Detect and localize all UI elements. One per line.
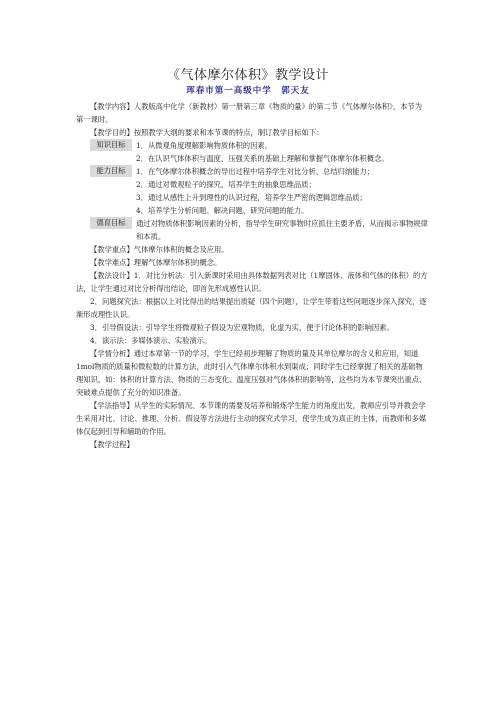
ability-item: 2．通过对微观粒子的探究，培养学生的抽象思维品质； — [136, 180, 316, 189]
students-paragraph — [76, 347, 428, 399]
knowledge-tag: 知识目标 — [90, 139, 132, 151]
design-paragraph-1 — [76, 269, 428, 295]
ability-item: 1．在气体摩尔体积概念的导出过程中培养学生对比分析、总结归纳能力； — [136, 167, 375, 176]
knowledge-item: 1．从微观角度理解影响物质体积的因素。 — [136, 141, 272, 150]
document-author: 珲春市第一高级中学 郭天友 — [186, 86, 310, 96]
ability-item: 3．通过从感性上升到理性的认识过程，培养学生严密的逻辑思维品质； — [136, 193, 367, 202]
moral-item: 通过对物质体积影响因素的分析，指导学生研究事物时应抓住主要矛盾，从而揭示事物规律和本质。 — [136, 219, 428, 241]
method-paragraph — [76, 399, 428, 438]
difficulty-text: 理解气体摩尔体积的概念。 — [133, 258, 222, 267]
goals-heading: 【教学目的】 — [90, 128, 134, 137]
difficulty-paragraph — [76, 256, 428, 269]
content-text: 人教版高中化学（新教材）第一册第三章《物质的量》的第二节《气体摩尔体积》，本节为第一课时。 — [76, 102, 423, 124]
design-paragraph-3: 3．引导假设法：引导学生将微观粒子假设为宏观物质，化虚为实，便于讨论体积的影响因素。 — [90, 323, 394, 332]
process-heading: 【教学过程】 — [90, 440, 134, 449]
design-heading: 【教法设计】 — [90, 271, 134, 280]
key-text: 气体摩尔体积的概念及应用。 — [133, 245, 229, 254]
method-heading: 【学法指导】 — [90, 401, 134, 410]
moral-tag: 德育目标 — [90, 217, 132, 229]
document-title: 《气体摩尔体积》教学设计 — [166, 68, 329, 83]
students-heading: 【学情分析】 — [90, 349, 134, 358]
goals-intro: 按照教学大纲的要求和本节课的特点，制订教学目标如下： — [133, 128, 324, 137]
key-heading: 【教学重点】 — [90, 245, 134, 254]
content-heading: 【教学内容】 — [90, 102, 134, 111]
students-text: 通过本章第一节的学习，学生已经初步理解了物质的量及其单位摩尔的含义和应用，知道1mol物质的质量和微粒数的计算方法，此时引入气体摩尔体积水到渠成；同时学生已经掌握了相关的基础物理知识，如：体积的计算方法、物质的三态变化、温度压强对气体体积的影响等，这些均为本节课突出重点、突破难点提供了充分的知识准备。 — [76, 349, 427, 397]
ability-item: 4．培养学生分析问题、解决问题、研究问题的能力。 — [136, 206, 309, 215]
ability-tag: 能力目标 — [90, 165, 132, 177]
design-paragraph-4: 4．演示法：多媒体演示、实验演示。 — [90, 336, 212, 345]
difficulty-heading: 【教学难点】 — [90, 258, 134, 267]
knowledge-item: 2．在认识气体体积与温度、压强关系的基础上理解和掌握气体摩尔体积概念。 — [136, 154, 389, 163]
moral-goals — [90, 217, 428, 243]
process-paragraph — [76, 438, 428, 451]
method-text: 从学生的实际情况、本节课的需要及培养和锻炼学生能力的角度出发，教师应引导并教会学生采用对比、讨论、推理、分析、假设等方法进行主动的探究式学习，使学生成为真正的主体，而教师和多媒体仅起到引导和辅助的作用。 — [76, 401, 427, 436]
design-paragraph-2: 2．问题探究法：根据以上对比得出的结果提出质疑（四个问题），让学生带着这些问题逐步深入探究，逐渐形成理性认识。 — [76, 297, 427, 319]
content-paragraph — [76, 100, 428, 126]
key-paragraph — [76, 243, 428, 256]
knowledge-goals — [90, 139, 428, 165]
ability-goals — [90, 165, 428, 217]
document-body — [76, 100, 428, 451]
design-text-1: 1．对比分析法：引入新课时采用由具体数据列表对比（1摩固体、液体和气体的体积）的方法，让学生通过对比分析得出结论，即首先形成感性认识。 — [76, 271, 428, 293]
goals-paragraph — [76, 126, 428, 139]
